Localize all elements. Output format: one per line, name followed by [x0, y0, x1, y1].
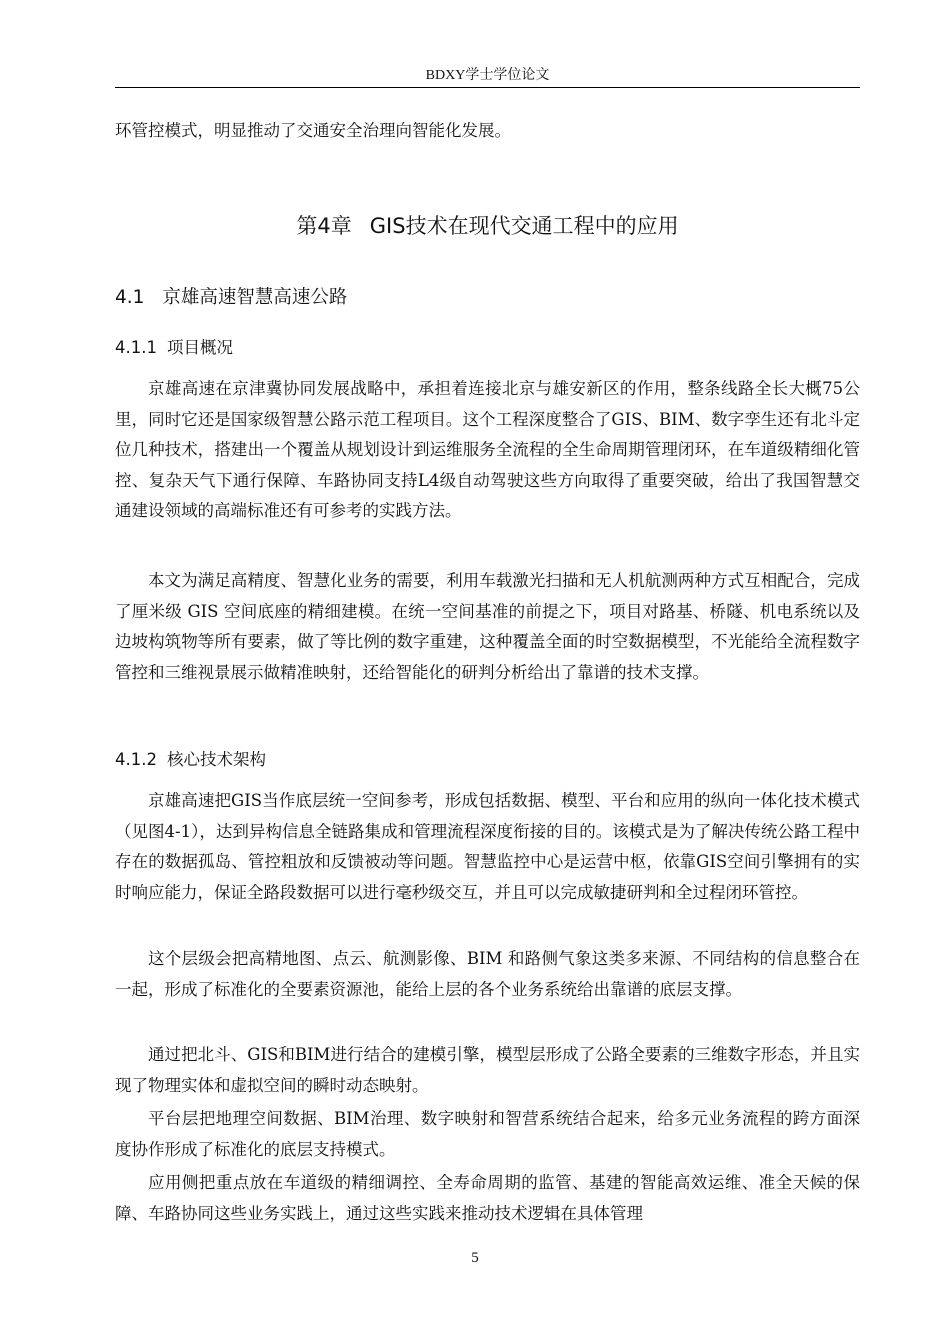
- subsection-heading-2: [115, 746, 266, 774]
- subsection-number: 4.1.1: [115, 338, 157, 357]
- body-paragraph: 平台层把地理空间数据、BIM治理、数字映射和智营系统结合起来，给多元业务流程的跨方面深度协作形成了标准化的底层支持模式。: [115, 1109, 860, 1159]
- running-header: BDXY学士学位论文: [425, 68, 550, 83]
- body-paragraph: 本文为满足高精度、智慧化业务的需要，利用车载激光扫描和无人机航测两种方式互相配合，完成了厘米级 GIS 空间底座的精细建模。在统一空间基准的前提之下，项目对路基、桥隧、机电系统以及边坡构筑物等所有要素，做了等比例的数字重建，这种覆盖全面的时空数据模型，不光能给全流程数字管控和三维视景展示做精准映射，还给智能化的研判分析给出了靠谱的技术支撑。: [115, 571, 860, 682]
- continuation-paragraph: 环管控模式，明显推动了交通安全治理向智能化发展。: [115, 121, 511, 140]
- subsection-number: 4.1.2: [115, 750, 157, 769]
- section-number: 4.1: [115, 287, 145, 308]
- header-rule: [115, 87, 860, 88]
- section-heading: [115, 283, 347, 313]
- subsection-heading-1: [115, 334, 233, 362]
- chapter-heading: [115, 210, 860, 242]
- body-paragraph: 应用侧把重点放在车道级的精细调控、全寿命周期的监管、基建的智能高效运维、准全天候的保障、车路协同这些业务实践上，通过这些实践来推动技术逻辑在具体管理: [115, 1173, 860, 1223]
- page-number: 5: [471, 1250, 479, 1266]
- chapter-title: GIS技术在现代交通工程中的应用: [369, 214, 679, 238]
- body-paragraph: 通过把北斗、GIS和BIM进行结合的建模引擎，模型层形成了公路全要素的三维数字形态，并且实现了物理实体和虚拟空间的瞬时动态映射。: [115, 1045, 860, 1095]
- subsection-title: 项目概况: [166, 338, 233, 357]
- section-title: 京雄高速智慧高速公路: [162, 287, 348, 308]
- body-paragraph: 京雄高速把GIS当作底层统一空间参考，形成包括数据、模型、平台和应用的纵向一体化技术模式（见图4-1），达到异构信息全链路集成和管理流程深度衔接的目的。该模式是为了解决传统公路工程中存在的数据孤岛、管控粗放和反馈被动等问题。智慧监控中心是运营中枢，依靠GIS空间引擎拥有的实时响应能力，保证全路段数据可以进行毫秒级交互，并且可以完成敏捷研判和全过程闭环管控。: [115, 791, 860, 902]
- body-paragraph: 京雄高速在京津冀协同发展战略中，承担着连接北京与雄安新区的作用，整条线路全长大概75公里，同时它还是国家级智慧公路示范工程项目。这个工程深度整合了GIS、BIM、数字孪生还有北斗定位几种技术，搭建出一个覆盖从规划设计到运维服务全流程的全生命周期管理闭环，在车道级精细化管控、复杂天气下通行保障、车路协同支持L4级自动驾驶这些方向取得了重要突破，给出了我国智慧交通建设领域的高端标准还有可参考的实践方法。: [115, 379, 860, 520]
- subsection-title: 核心技术架构: [166, 750, 266, 769]
- chapter-number: 第4章: [296, 214, 352, 238]
- body-paragraph: 这个层级会把高精地图、点云、航测影像、BIM 和路侧气象这类多来源、不同结构的信息整合在一起，形成了标准化的全要素资源池，能给上层的各个业务系统给出靠谱的底层支撑。: [115, 949, 860, 999]
